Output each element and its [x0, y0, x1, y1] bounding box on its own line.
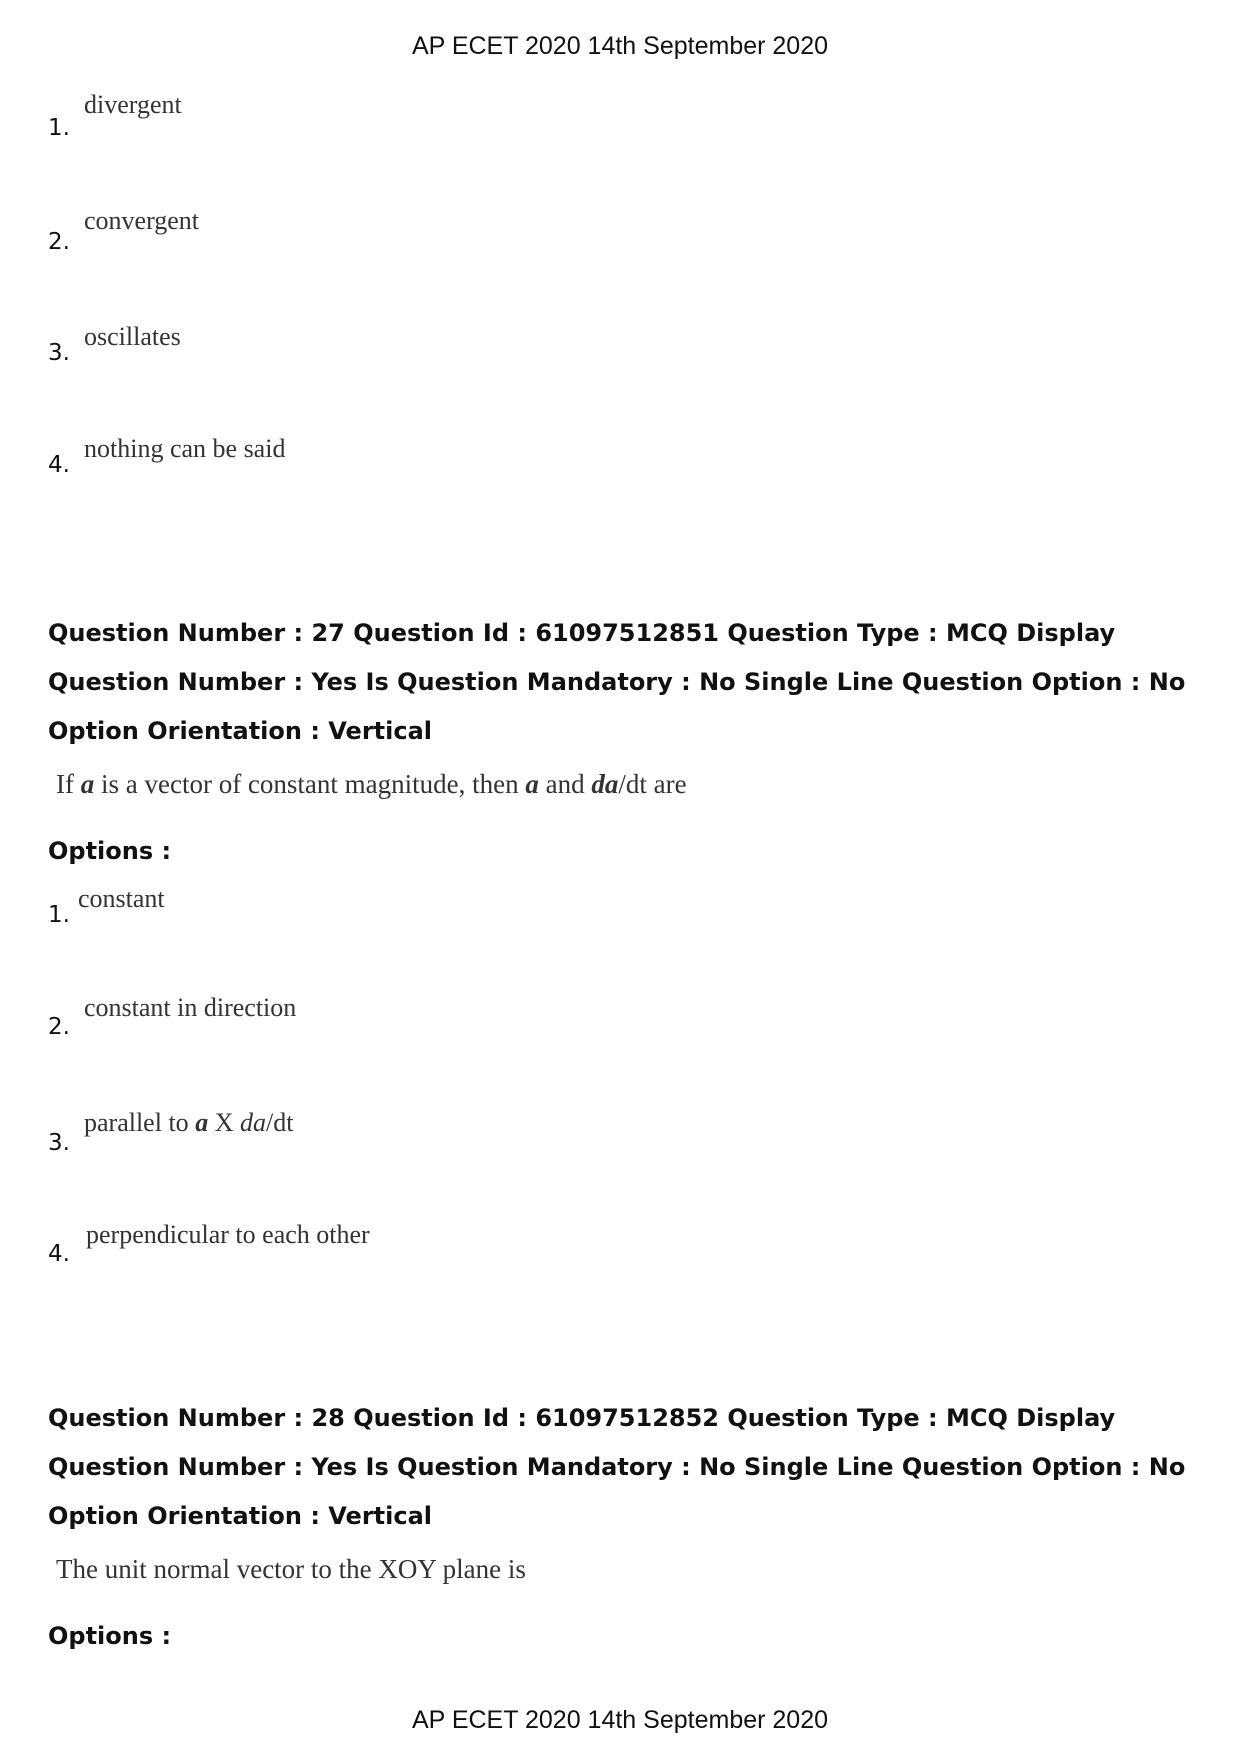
option-number: 2.: [48, 229, 70, 255]
option-text: perpendicular to each other: [86, 1220, 370, 1249]
option-number: 4.: [48, 1241, 70, 1267]
stem-vector-a: a: [525, 769, 539, 799]
question-stem: [56, 769, 687, 800]
page-footer: AP ECET 2020 14th September 2020: [411, 1706, 829, 1734]
option-text-part: /dt: [265, 1108, 294, 1137]
option-text: convergent: [84, 206, 200, 235]
stem-text: If: [56, 769, 81, 799]
options-label: Options :: [48, 837, 172, 865]
option-number: 2.: [48, 1014, 70, 1040]
page-header: AP ECET 2020 14th September 2020: [411, 32, 829, 60]
stem-text: /dt are: [618, 769, 687, 799]
stem-vector-a: a: [80, 769, 95, 799]
option-text-part: parallel to: [84, 1108, 196, 1137]
option-text: [84, 1108, 293, 1138]
option-number: 4.: [48, 452, 70, 478]
question-meta: Question Number : 28 Question Id : 61097512852 Question Type : MCQ Display Question Number : Yes Is Question Mandatory : No Single Line Question Option : No Option Orientation : Vertical: [48, 1404, 1186, 1530]
option-number: 1.: [48, 902, 70, 928]
option-text-part: X: [208, 1108, 240, 1137]
option-number: 3.: [48, 340, 70, 366]
option-text: divergent: [84, 90, 182, 119]
stem-text: and: [538, 769, 592, 799]
option-text: constant in direction: [84, 993, 297, 1022]
option-number: 3.: [48, 1130, 70, 1156]
stem-text: is a vector of constant magnitude, then: [94, 769, 526, 799]
option-number: 1.: [48, 115, 70, 141]
option-vector-da: da: [239, 1108, 266, 1137]
option-text: constant: [78, 884, 165, 913]
option-vector-a: a: [195, 1108, 209, 1137]
question-stem: The unit normal vector to the XOY plane is: [56, 1554, 526, 1584]
question-meta: Question Number : 27 Question Id : 61097512851 Question Type : MCQ Display Question Number : Yes Is Question Mandatory : No Single Line Question Option : No Option Orientation : Vertical: [48, 619, 1186, 745]
option-text: nothing can be said: [84, 434, 286, 463]
option-text: oscillates: [84, 322, 181, 351]
stem-vector-da: da: [591, 769, 619, 799]
options-label: Options :: [48, 1622, 172, 1650]
